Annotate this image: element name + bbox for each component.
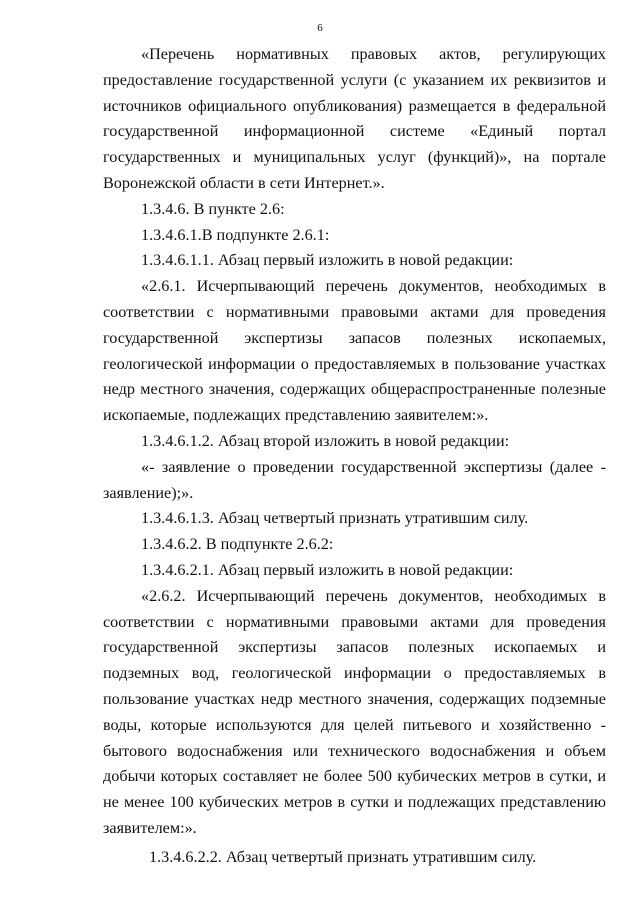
paragraph-1-3-4-6: 1.3.4.6. В пункте 2.6: <box>141 199 285 218</box>
paragraph-portal-info: «Перечень нормативных правовых актов, регулирующих предоставление государственной услуги (с указанием их реквизитов и источников официального опубликования) размещается в федеральной государственной информационной системе «Единый портал государственных и муниципальных услуг (функций)», на портале Воронежской области в сети Интернет.». <box>103 45 606 192</box>
document-body <box>103 42 606 871</box>
paragraph-1-3-4-6-2-1: 1.3.4.6.2.1. Абзац первый изложить в новой редакции: <box>141 560 514 579</box>
paragraph-2-6-1-text: «2.6.1. Исчерпывающий перечень документов, необходимых в соответствии с нормативными правовыми актами для проведения государственной экспертизы запасов полезных ископаемых, геологической информации о предоставляемых в пользование участках недр местного значения, содержащих общераспространенные полезные ископаемые, подлежащих представлению заявителем:». <box>103 277 606 425</box>
page-number: 6 <box>317 22 323 34</box>
paragraph-1-3-4-6-1-1: 1.3.4.6.1.1. Абзац первый изложить в новой редакции: <box>141 251 514 270</box>
paragraph-1-3-4-6-2: 1.3.4.6.2. В подпункте 2.6.2: <box>141 535 334 554</box>
paragraph-1-3-4-6-1: 1.3.4.6.1.В подпункте 2.6.1: <box>141 225 330 244</box>
paragraph-1-3-4-6-1-2: 1.3.4.6.1.2. Абзац второй изложить в новой редакции: <box>141 431 510 450</box>
paragraph-1-3-4-6-2-2: 1.3.4.6.2.2. Абзац четвертый признать утратившим силу. <box>149 847 537 866</box>
paragraph-2-6-2-text: «2.6.2. Исчерпывающий перечень документов, необходимых в соответствии с нормативными правовыми актами для проведения государственной экспертизы запасов полезных ископаемых и подземных вод, геологической информации о предоставляемых в пользование участках недр местного значения, содержащих подземные воды, которые используются для целей питьевого и хозяйственно - бытового водоснабжения или технического водоснабжения и объем добычи которых составляет не более 500 кубических метров в сутки, и не менее 100 кубических метров в сутки и подлежащих представлению заявителем:». <box>103 586 606 837</box>
paragraph-application: «- заявление о проведении государственной экспертизы (далее - заявление);». <box>103 457 606 502</box>
paragraph-1-3-4-6-1-3: 1.3.4.6.1.3. Абзац четвертый признать утратившим силу. <box>141 509 529 528</box>
